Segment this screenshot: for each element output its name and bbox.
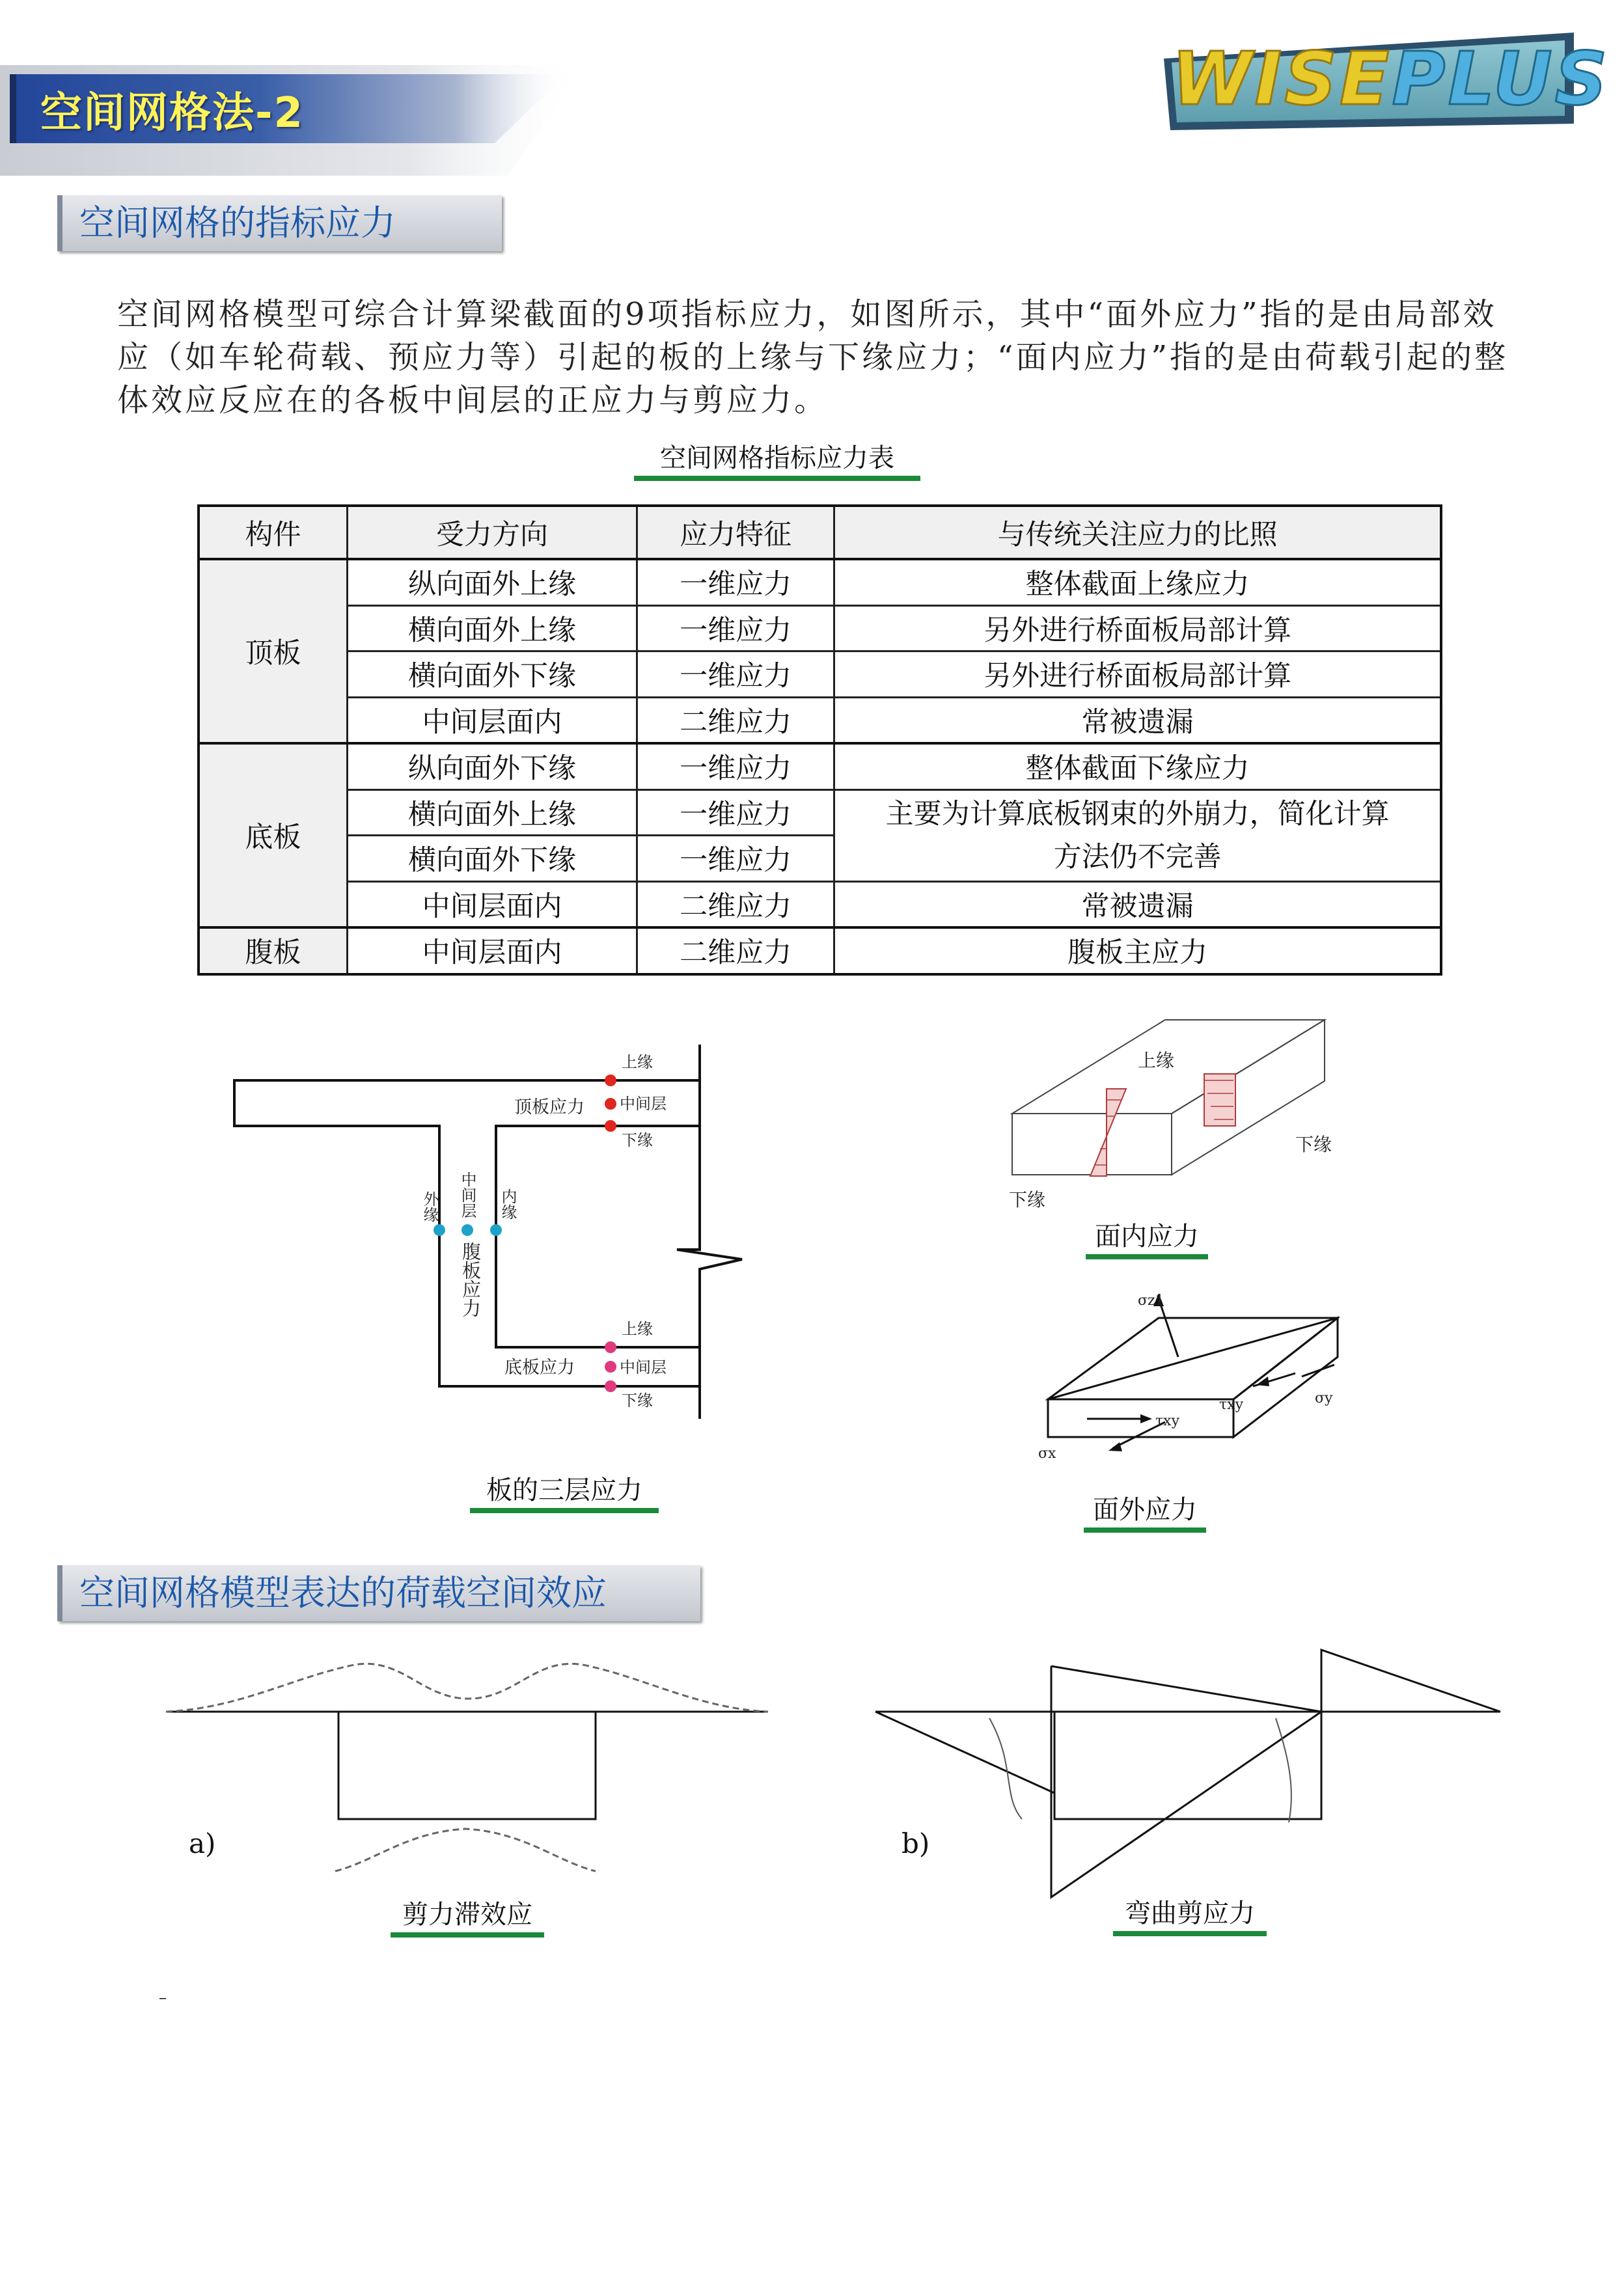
direction-cell: 横向面外上缘 — [348, 605, 637, 651]
member-cell: 顶板 — [199, 559, 348, 743]
top-lower-label: 下缘 — [622, 1131, 653, 1149]
direction-cell: 中间层面内 — [348, 927, 637, 974]
free-torsion-figure — [159, 1998, 778, 2161]
compare-cell: 整体截面上缘应力 — [834, 559, 1441, 605]
logo-wordmark: WISEPLUS — [1172, 37, 1610, 122]
type-cell: 一维应力 — [637, 559, 834, 605]
outplane-stress-figure — [1028, 1285, 1367, 1474]
direction-cell: 横向面外上缘 — [348, 789, 637, 836]
type-cell: 一维应力 — [637, 651, 834, 698]
table-row — [199, 881, 1441, 927]
inplane-lower-right-label: 下缘 — [1295, 1134, 1332, 1155]
top-mid-label: 中间层 — [620, 1095, 667, 1113]
col-header-compare: 与传统关注应力的比照 — [834, 506, 1441, 559]
figure-caption-outplane: 面外应力 — [1084, 1489, 1206, 1533]
compare-cell: 常被遗漏 — [834, 881, 1441, 927]
bot-upper-label: 上缘 — [622, 1320, 653, 1338]
direction-cell: 纵向面外下缘 — [348, 743, 637, 789]
type-cell: 二维应力 — [637, 927, 834, 974]
section-heading-load-effects: 空间网格模型表达的荷载空间效应 — [57, 1565, 700, 1621]
direction-cell: 横向面外下缘 — [348, 651, 637, 698]
member-cell: 腹板 — [199, 927, 348, 974]
web-mid-label: 中间层 — [458, 1171, 476, 1218]
web-slab-label: 腹板应力 — [460, 1242, 482, 1317]
type-cell: 一维应力 — [637, 743, 834, 789]
table-row — [199, 743, 1441, 789]
compare-cell: 腹板主应力 — [834, 927, 1441, 974]
direction-cell: 中间层面内 — [348, 881, 637, 927]
three-layer-stress-figure — [221, 1035, 755, 1425]
direction-cell: 纵向面外上缘 — [348, 559, 637, 605]
table-row — [199, 697, 1441, 743]
sigma-y-label: σy — [1315, 1390, 1333, 1406]
effect-b-caption: 弯曲剪应力 — [1113, 1893, 1267, 1936]
direction-cell: 中间层面内 — [348, 697, 637, 743]
section-heading-index-stress: 空间网格的指标应力 — [57, 195, 502, 251]
compare-cell: 常被遗漏 — [834, 697, 1441, 743]
figure-caption-three-layer: 板的三层应力 — [470, 1470, 659, 1513]
type-cell: 二维应力 — [637, 881, 834, 927]
figure-caption-inplane: 面内应力 — [1086, 1216, 1208, 1259]
bot-lower-label: 下缘 — [622, 1391, 653, 1410]
table-row — [199, 559, 1441, 605]
member-cell: 底板 — [199, 743, 348, 927]
compare-cell: 整体截面下缘应力 — [834, 743, 1441, 789]
intro-paragraph: 空间网格模型可综合计算梁截面的9项指标应力，如图所示，其中“面外应力”指的是由局部效应（如车轮荷载、预应力等）引起的板的上缘与下缘应力；“面内应力”指的是由荷载引起的整体效应反应在的各板中间层的正应力与剪应力。 — [117, 296, 1509, 418]
type-cell: 二维应力 — [637, 697, 834, 743]
bending-shear-figure — [872, 1647, 1510, 1907]
effect-a-caption: 剪力滞效应 — [391, 1894, 544, 1938]
type-cell: 一维应力 — [637, 605, 834, 651]
page-title: 空间网格法-2 — [40, 89, 305, 137]
sigma-z-label: σz1 — [1138, 1293, 1164, 1309]
direction-cell: 横向面外下缘 — [348, 836, 637, 882]
top-slab-label: 顶板应力 — [514, 1097, 585, 1117]
table-header-row — [199, 506, 1441, 559]
table-row — [199, 651, 1441, 698]
type-cell: 一维应力 — [637, 836, 834, 882]
shear-lag-figure — [159, 1647, 778, 1887]
tau-xy-top-label: τxy — [1219, 1397, 1244, 1413]
compare-cell: 另外进行桥面板局部计算 — [834, 651, 1441, 698]
table-caption: 空间网格指标应力表 — [634, 437, 920, 481]
web-outer-label: 外缘 — [420, 1191, 439, 1222]
effect-b-letter: b) — [901, 1828, 930, 1859]
bot-slab-label: 底板应力 — [504, 1358, 575, 1378]
type-cell: 一维应力 — [637, 789, 834, 836]
effect-a-letter: a) — [189, 1828, 216, 1859]
sigma-x-label: σx — [1038, 1445, 1056, 1462]
table-row — [199, 605, 1441, 651]
tau-xy-front-label: τxy — [1155, 1413, 1180, 1429]
compare-cell: 主要为计算底板钢束的外崩力，简化计算方法仍不完善 — [834, 789, 1441, 881]
col-header-type: 应力特征 — [637, 506, 834, 559]
inplane-lower-left-label: 下缘 — [1009, 1189, 1046, 1211]
col-header-direction: 受力方向 — [348, 506, 637, 559]
table-row — [199, 789, 1441, 836]
inplane-stress-figure — [1002, 1012, 1354, 1227]
stress-table — [197, 504, 1442, 976]
table-row — [199, 927, 1441, 974]
inplane-upper-label: 上缘 — [1138, 1050, 1175, 1071]
top-upper-label: 上缘 — [622, 1053, 653, 1071]
compare-cell: 另外进行桥面板局部计算 — [834, 605, 1441, 651]
web-inner-label: 内缘 — [499, 1188, 517, 1220]
col-header-member: 构件 — [199, 506, 348, 559]
bot-mid-label: 中间层 — [620, 1358, 667, 1377]
